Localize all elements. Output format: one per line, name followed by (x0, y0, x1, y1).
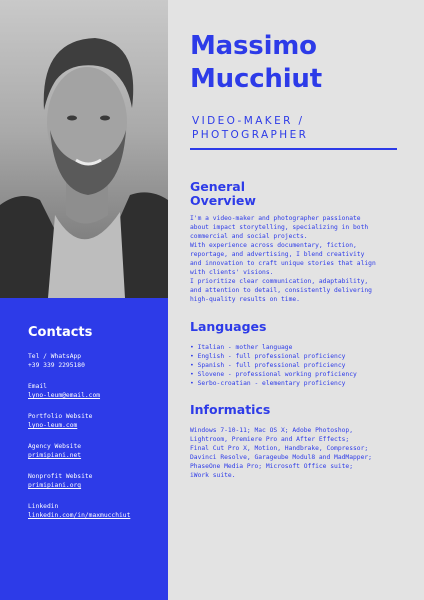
contacts-title: Contacts (28, 325, 93, 340)
text-line: Davinci Resolve, Garageube Modul8 and MadMapper; (190, 454, 372, 461)
overview-title (190, 180, 256, 208)
text-line: With experience across documentary, fiction, (190, 242, 357, 249)
language-item: • Spanish - full professional proficiency (190, 362, 346, 369)
contact-email (28, 382, 164, 400)
text-line: reportage, and advertising, I blend creativity (190, 251, 365, 258)
text-line: I'm a video-maker and photographer passionate (190, 215, 361, 222)
email-link[interactable]: lyno-leum@email.com (28, 392, 101, 399)
job-title (192, 114, 418, 142)
text-line: PhaseOne Media Pro; Microsoft Office suite; (190, 463, 354, 470)
linkedin-link[interactable]: linkedin.com/in/maxmucchiut (28, 512, 131, 519)
contact-list (28, 352, 164, 532)
text-line: iWork suite. (190, 472, 236, 479)
text-line: I prioritize clear communication, adaptability, (190, 278, 369, 285)
contact-label: Agency Website (28, 443, 82, 450)
portfolio-link[interactable]: lyno-leum.com (28, 422, 78, 429)
text-line: commercial and social projects. (190, 233, 308, 240)
text-line: about impact storytelling, specializing in both (190, 224, 369, 231)
profile-photo (0, 0, 168, 298)
text-line: Final Cut Pro X, Motion, Handbrake, Compressor; (190, 445, 369, 452)
title-line: General (190, 179, 245, 194)
contact-linkedin (28, 502, 164, 520)
role-line: VIDEO-MAKER / (192, 115, 305, 127)
person-name (190, 30, 416, 96)
contact-agency (28, 442, 164, 460)
text-line: with clients' visions. (190, 269, 274, 276)
contact-nonprofit (28, 472, 164, 490)
languages-list (190, 343, 416, 388)
language-item: • Italian - mother language (190, 344, 293, 351)
nonprofit-link[interactable]: primipiani.org (28, 482, 82, 489)
languages-title: Languages (190, 319, 267, 334)
contact-label: Portfolio Website (28, 413, 93, 420)
language-item: • Slovene - professional working proficiency (190, 371, 357, 378)
language-item: • English - full professional proficiency (190, 353, 346, 360)
contact-value: +39 339 2295180 (28, 362, 85, 369)
language-item: • Serbo-croatian - elementary proficiency (190, 380, 346, 387)
contact-label: Email (28, 383, 47, 390)
name-line: Massimo (190, 31, 317, 61)
contact-label: Linkedin (28, 503, 59, 510)
text-line: high-quality results on time. (190, 296, 300, 303)
text-line: and innovation to craft unique stories that align (190, 260, 376, 267)
overview-text (190, 214, 416, 304)
informatics-text (190, 426, 416, 480)
contact-phone (28, 352, 164, 370)
name-line: Mucchiut (190, 64, 322, 94)
text-line: Lightroom, Premiere Pro and After Effects; (190, 436, 350, 443)
informatics-title: Informatics (190, 402, 271, 417)
right-column (168, 0, 424, 600)
contact-label: Nonprofit Website (28, 473, 93, 480)
agency-link[interactable]: primipiani.net (28, 452, 82, 459)
header-divider (190, 148, 397, 150)
contacts-panel (0, 298, 168, 600)
title-line: Overview (190, 193, 256, 208)
left-column (0, 0, 168, 600)
role-line: PHOTOGRAPHER (192, 129, 309, 141)
text-line: and attention to detail, consistently delivering (190, 287, 372, 294)
contact-label: Tel / WhatsApp (28, 353, 82, 360)
text-line: Windows 7-10-11; Mac OS X; Adobe Photoshop, (190, 427, 354, 434)
contact-portfolio (28, 412, 164, 430)
